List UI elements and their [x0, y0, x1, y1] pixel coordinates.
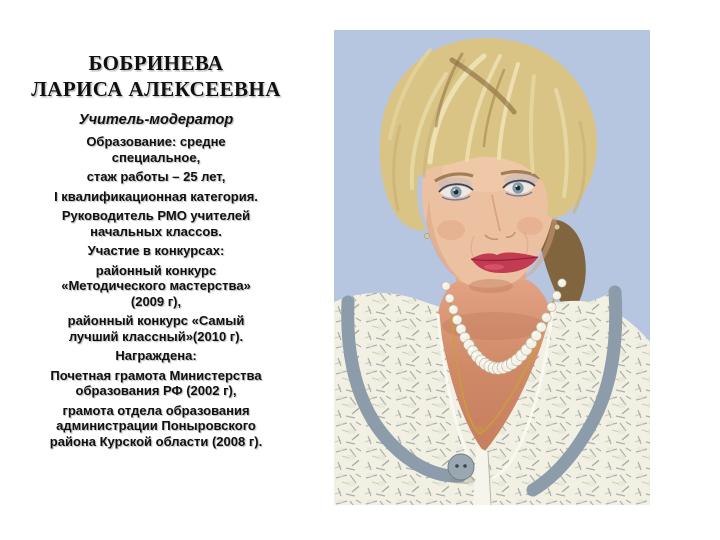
left-earring — [424, 233, 429, 238]
bio-line: районный конкурс — [95, 262, 217, 278]
bio-line: Образование: средне — [86, 134, 226, 149]
bio-line: Руководитель РМО учителей — [61, 208, 251, 223]
bio-line: района Курской области (2008 г). — [49, 433, 263, 449]
bio-paragraph-experience — [30, 169, 282, 185]
role-subtitle: Учитель-модератор — [78, 112, 234, 128]
bio-line: Участие в конкурсах: — [87, 243, 225, 258]
bio-text-block — [30, 50, 282, 453]
person-name-title — [30, 50, 282, 102]
bio-line: грамота отдела образования — [62, 402, 250, 418]
bio-paragraph-award-2008 — [30, 403, 282, 450]
right-earring — [554, 224, 559, 229]
bio-line: лучший классный»(2010 г). — [68, 328, 244, 344]
bio-line: (2009 г), — [130, 293, 182, 309]
bio-paragraph-awards-header — [30, 348, 282, 364]
bio-line: Награждена: — [115, 348, 197, 363]
bio-paragraph-category — [30, 189, 282, 205]
bio-line: специальное, — [111, 149, 201, 165]
bio-line: «Методического мастерства» — [61, 278, 251, 293]
bio-paragraph-education — [30, 134, 282, 165]
bio-line: образования РФ (2002 г), — [75, 383, 237, 398]
bio-paragraph-contest-2010 — [30, 313, 282, 344]
bio-paragraph-award-2002 — [30, 368, 282, 399]
title-line-1: БОБРИНЕВА — [88, 51, 224, 75]
bio-line: I квалификационная категория. — [54, 188, 258, 204]
title-line-2: ЛАРИСА АЛЕКСЕЕВНА — [31, 77, 281, 101]
portrait-photo — [334, 30, 650, 505]
bio-paragraph-contest-2009 — [30, 263, 282, 310]
bio-line: стаж работы – 25 лет, — [86, 169, 226, 184]
bio-line: Почетная грамота Министерства — [50, 367, 262, 383]
portrait-illustration — [334, 30, 650, 505]
bio-line: районный конкурс «Самый — [67, 313, 245, 328]
bio-paragraph-rmo — [30, 208, 282, 239]
bio-line: начальных классов. — [90, 223, 222, 239]
bio-line: администрации Поныровского — [56, 418, 256, 433]
bio-paragraph-contests-header — [30, 243, 282, 259]
bio-paragraphs — [30, 134, 282, 449]
